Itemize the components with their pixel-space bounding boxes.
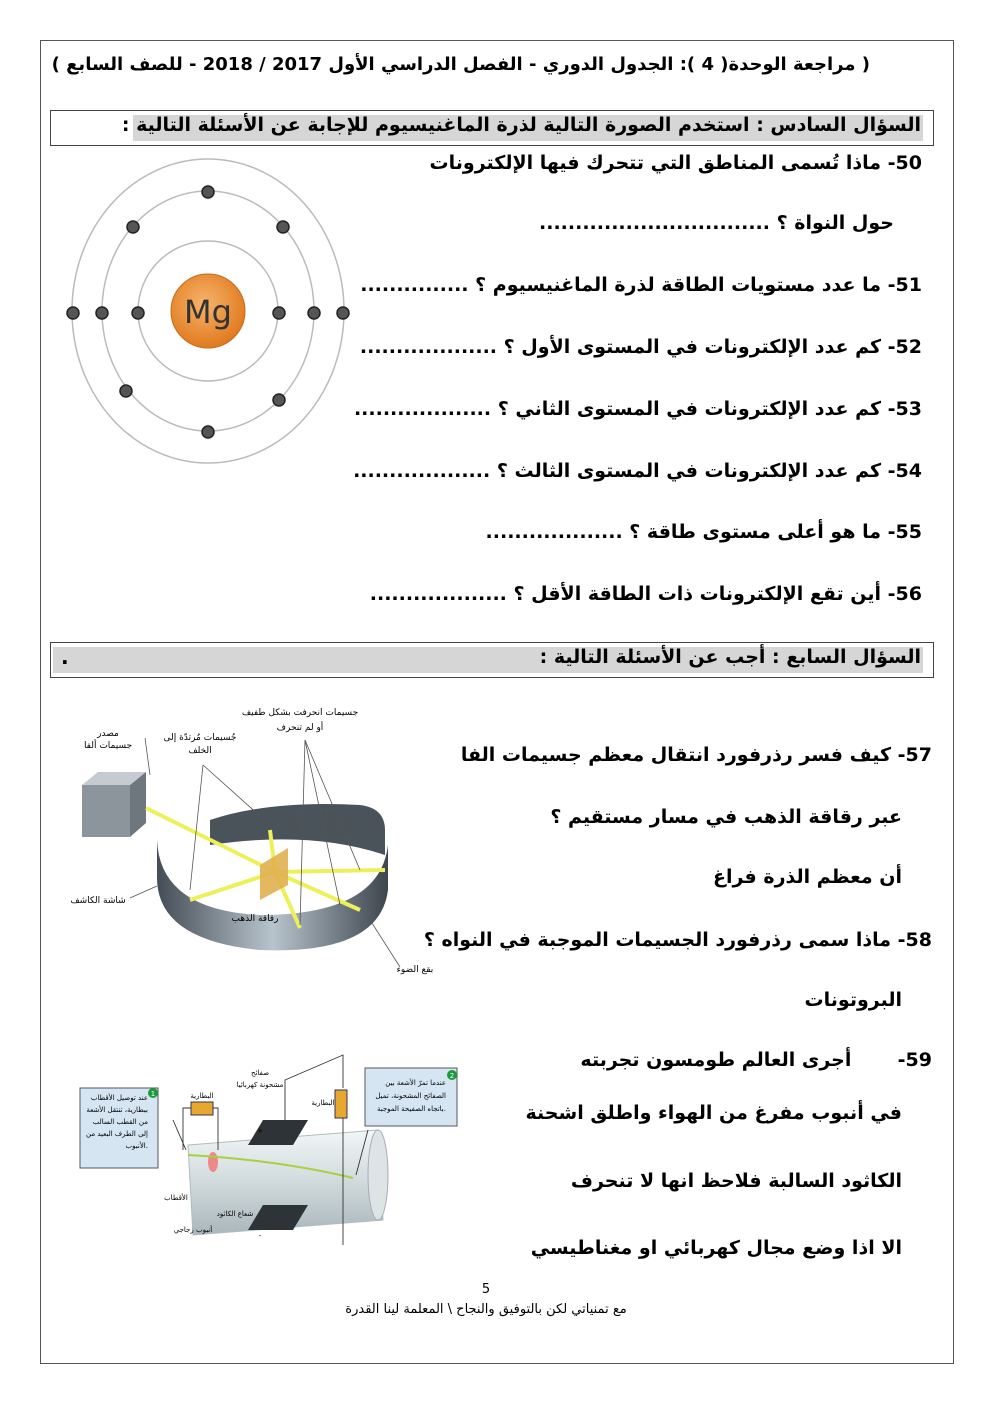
label-electrodes: الأقطاب (164, 1194, 188, 1202)
label-glass-tube: أنبوب زجاجي (173, 1226, 213, 1234)
question-59-line3: الكاثود السالبة فلاحظ انها لا تنحرف (570, 1170, 902, 1192)
svg-text:الصفائح المشحونة، تميل: الصفائح المشحونة، تميل (375, 1092, 446, 1100)
label-detector-screen: شاشة الكاشف (70, 896, 126, 906)
question-53: 53- كم عدد الإلكترونات في المستوى الثاني ؟ ................... (353, 398, 922, 420)
detector-screen-back (210, 804, 385, 855)
svg-text:باتجاه الصفيحة الموجبة.: باتجاه الصفيحة الموجبة. (376, 1105, 446, 1113)
answer-57: أن معظم الذرة فراغ (713, 866, 902, 888)
label-backscatter-2: الخلف (188, 746, 212, 756)
question-51: 51- ما عدد مستويات الطاقة لذرة الماغنيسيوم ؟ ............... (360, 274, 922, 296)
question-56: 56- أين تقع الإلكترونات ذات الطاقة الأقل ؟ ................... (369, 583, 922, 605)
electron (67, 307, 79, 319)
svg-text:إلى الطرف البعيد من: إلى الطرف البعيد من (86, 1130, 148, 1138)
answer-58: البروتونات (804, 989, 902, 1011)
label-minus: - (258, 1232, 262, 1240)
svg-text:عند توصيل الأقطاب: عند توصيل الأقطاب (90, 1094, 148, 1102)
electron (273, 307, 285, 319)
question-52: 52- كم عدد الإلكترونات في المستوى الأول ؟ ................... (359, 336, 922, 358)
label-deflected: جسيمات انحرفت بشكل طفيف (241, 708, 359, 718)
question-59-line4: الا اذا وضع مجال كهربائي او مغناطيسي (530, 1237, 902, 1259)
section-7-header (50, 642, 934, 678)
section-6-header (50, 110, 934, 146)
svg-text:من القطب السالب: من القطب السالب (92, 1118, 148, 1126)
label-light-spots: بقع الضوء (396, 965, 434, 975)
atom-symbol: Mg (184, 293, 232, 331)
label-source: مصدر (97, 729, 119, 739)
question-55: 55- ما هو أعلى مستوى طاقة ؟ ................... (485, 521, 922, 543)
electron (120, 385, 132, 397)
thomson-cathode-ray-diagram (78, 1050, 463, 1250)
label-gold-foil: رقاقة الذهب (231, 914, 279, 924)
label-source-2: جسيمات ألفا (83, 741, 133, 751)
question-57-cont: عبر رقاقة الذهب في مسار مستقيم ؟ (550, 806, 902, 828)
electron (96, 307, 108, 319)
label-plates: صفائح (250, 1069, 270, 1077)
electron (132, 307, 144, 319)
label-battery-1: البطارية (190, 1092, 214, 1100)
electron (202, 426, 214, 438)
label-cathode-ray: شعاع الكاثود (216, 1210, 254, 1218)
question-50-cont: حول النواة ؟ ................................ (539, 212, 894, 234)
rutherford-experiment-diagram (60, 680, 450, 980)
label-plates-2: مشحونة كهربائيا (236, 1081, 284, 1089)
battery-icon (191, 1102, 213, 1115)
label-battery-2: البطارية (311, 1099, 335, 1107)
worksheet-title: ( مراجعة الوحدة( 4 ): الجدول الدوري - الفصل الدراسي الأول 2017 / 2018 - للصف السابع ) (51, 54, 870, 75)
magnesium-atom-diagram (60, 150, 360, 480)
footer-note: مع تمنياتي لكن بالتوفيق والنجاح \ المعلمة لينا القدرة (345, 1302, 627, 1317)
electron (308, 307, 320, 319)
electron (127, 221, 139, 233)
electron (202, 186, 214, 198)
question-50: 50- ماذا تُسمى المناطق التي تتحرك فيها الإلكترونات (429, 152, 922, 174)
note-2-text (375, 1078, 446, 1113)
svg-text:ببطارية، تنتقل الأشعة: ببطارية، تنتقل الأشعة (86, 1106, 148, 1114)
question-59: 59- أجرى العالم طومسون تجربته (580, 1049, 932, 1071)
question-54: 54- كم عدد الإلكترونات في المستوى الثالث ؟ ................... (353, 460, 922, 482)
section-6-title: السؤال السادس : استخدم الصورة التالية لذرة الماغنيسيوم للإجابة عن الأسئلة التالية : (121, 114, 921, 136)
electron (273, 394, 285, 406)
label-plus: + (257, 1127, 263, 1135)
label-backscatter: جُسيمات مُرتدّة إلى (163, 733, 237, 743)
battery-icon (335, 1090, 347, 1118)
svg-text:الأنبوب.: الأنبوب. (125, 1142, 148, 1150)
section-7-title: السؤال السابع : أجب عن الأسئلة التالية : (539, 646, 921, 668)
svg-text:1: 1 (150, 1090, 156, 1098)
electron (337, 307, 349, 319)
end-mark: . (61, 645, 69, 669)
question-58: 58- ماذا سمى رذرفورد الجسيمات الموجبة في النواه ؟ (423, 929, 932, 951)
svg-text:2: 2 (449, 1072, 455, 1080)
question-59-line2: في أنبوب مفرغ من الهواء واطلق اشحنة (525, 1102, 902, 1124)
svg-text:عندما تمرّ الأشعة بين: عندما تمرّ الأشعة بين (385, 1079, 446, 1087)
alpha-source (82, 785, 130, 837)
question-57: 57- كيف فسر رذرفورد انتقال معظم جسيمات الفا (460, 744, 932, 766)
electrode (208, 1152, 218, 1172)
page-number: 5 (481, 1282, 491, 1297)
label-deflected-2: أو لم تنحرف (276, 723, 324, 733)
electron (277, 221, 289, 233)
